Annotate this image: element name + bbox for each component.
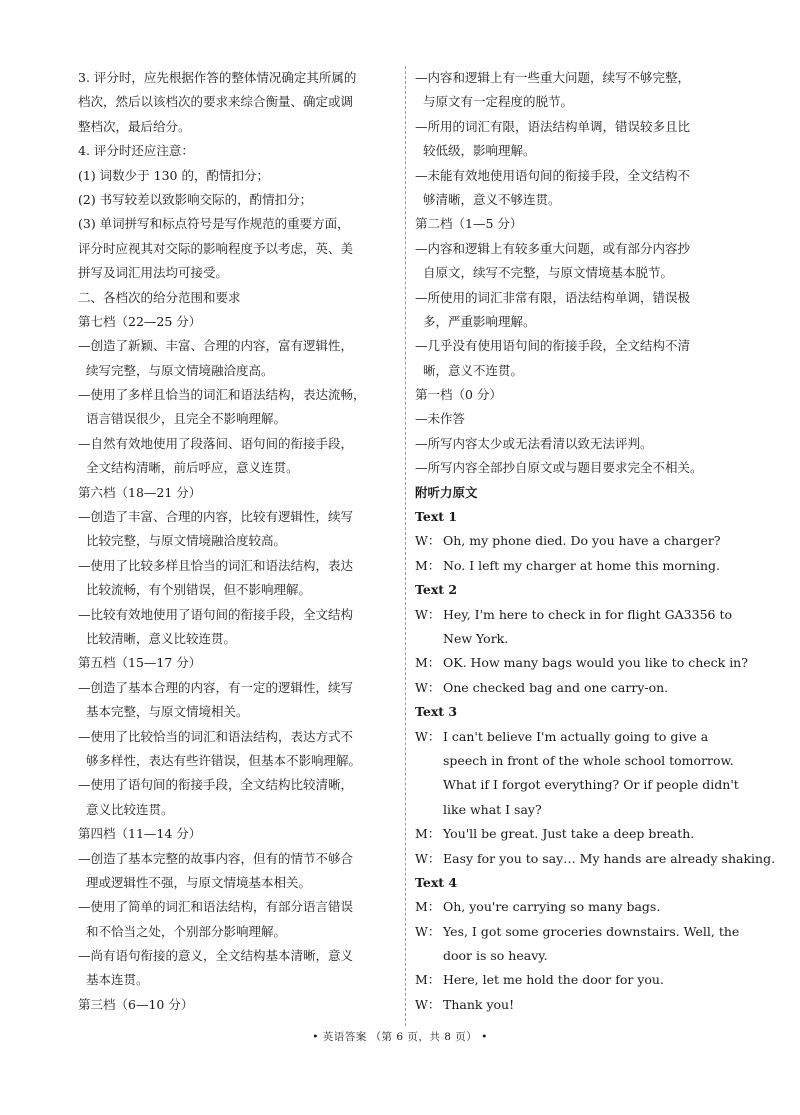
text-line: 3. 评分时，应先根据作答的整体情况确定其所属的 — [78, 70, 357, 85]
dialogue-line — [415, 676, 728, 700]
text-line: —尚有语句衔接的意义，全文结构基本清晰，意义 — [78, 948, 354, 964]
speaker-label: W： — [415, 850, 441, 866]
text-line: —使用了语句间的衔接手段，全文结构比较清晰， — [78, 777, 354, 793]
speaker-label: M： — [415, 655, 441, 671]
dialogue-line — [415, 749, 734, 773]
text-line: 第一档（0 分） — [415, 387, 502, 403]
page-footer: • 英语答案 （第 6 页，共 8 页） • — [312, 1031, 488, 1043]
dialogue-line — [415, 920, 740, 944]
dialogue-text: like what I say? — [443, 801, 542, 817]
text-line: 第三档（6—10 分） — [78, 996, 194, 1012]
text-line: 4. 评分时还应注意： — [78, 143, 194, 159]
text-line: —创造了基本完整的故事内容，但有的情节不够合 — [78, 850, 354, 866]
speaker-label: M： — [415, 899, 441, 915]
speaker-label: W： — [415, 679, 441, 695]
dialogue-line — [415, 725, 728, 749]
dialogue-text: Easy for you to say… My hands are already shaking. — [443, 850, 776, 866]
dialogue-text: Hey, I'm here to check in for flight GA3356 to — [443, 606, 733, 622]
text-line: (1) 词数少于 130 的，酌情扣分； — [78, 167, 269, 183]
dialogue-text: speech in front of the whole school tomorrow. — [443, 752, 734, 768]
dialogue-line — [415, 773, 739, 797]
dialogue-text: I can't believe I'm actually going to give a — [443, 728, 709, 744]
speaker-label: W： — [415, 728, 441, 744]
left-column — [78, 66, 396, 1017]
text-line: 语言错误很少，且完全不影响理解。 — [78, 411, 286, 427]
text-line: 第七档（22—25 分） — [78, 313, 202, 329]
transcript-title: Text 4 — [415, 874, 458, 890]
speaker-label: W： — [415, 923, 441, 939]
transcript-title: Text 2 — [415, 582, 458, 598]
text-line: 比较流畅，有个别错误，但不影响理解。 — [78, 582, 311, 598]
text-line: —所写内容太少或无法看清以致无法评判。 — [415, 435, 653, 451]
text-line: 续写完整，与原文情境融洽度高。 — [78, 362, 274, 378]
text-line: —所使用的词汇非常有限，语法结构单调，错误极 — [415, 289, 691, 305]
text-line: 全文结构清晰，前后呼应，意义连贯。 — [78, 460, 299, 476]
column-divider — [405, 66, 406, 1026]
text-line: 整档次，最后给分。 — [78, 118, 191, 134]
dialogue-line — [415, 944, 728, 968]
text-line: 与原文有一定程度的脱节。 — [415, 94, 573, 110]
dialogue-line — [415, 822, 728, 846]
dialogue-text: Thank you! — [443, 996, 515, 1012]
text-line: 基本连贯。 — [78, 972, 149, 988]
speaker-label: W： — [415, 533, 441, 549]
text-line: 档次，然后以该档次的要求来综合衡量、确定或调 — [78, 94, 354, 110]
right-column — [415, 66, 776, 1017]
dialogue-text: What if I forgot everything? Or if people didn't — [443, 777, 739, 793]
dialogue-line — [415, 529, 728, 553]
text-line: 评分时应视其对交际的影响程度予以考虑，英、美 — [78, 240, 354, 256]
dialogue-line — [415, 554, 728, 578]
text-line: 基本完整，与原文情境相关。 — [78, 704, 249, 720]
dialogue-line — [415, 798, 728, 822]
text-line: —创造了丰富、合理的内容，比较有逻辑性，续写 — [78, 509, 354, 525]
text-line: —创造了新颖、丰富、合理的内容，富有逻辑性， — [78, 338, 354, 354]
text-line: —创造了基本合理的内容，有一定的逻辑性，续写 — [78, 679, 354, 695]
speaker-label: W： — [415, 606, 441, 622]
text-line: 意义比较连贯。 — [78, 801, 174, 817]
text-line: —所写内容全部抄自原文或与题目要求完全不相关。 — [415, 460, 703, 476]
transcript-title: Text 3 — [415, 704, 458, 720]
dialogue-line — [415, 993, 728, 1017]
dialogue-text: door is so heavy. — [443, 948, 548, 964]
text-line: —使用了多样且恰当的词汇和语法结构，表达流畅， — [78, 387, 366, 403]
text-line: 够清晰，意义不够连贯。 — [415, 191, 561, 207]
dialogue-text: OK. How many bags would you like to check in? — [443, 655, 748, 671]
text-line: 较低级，影响理解。 — [415, 143, 536, 159]
text-line: —几乎没有使用语句间的衔接手段，全文结构不清 — [415, 338, 691, 354]
text-line: 第五档（15—17 分） — [78, 655, 202, 671]
text-line: —未作答 — [415, 411, 466, 427]
dialogue-text: One checked bag and one carry-on. — [443, 679, 669, 695]
dialogue-text: Here, let me hold the door for you. — [443, 972, 664, 988]
transcript-title: Text 1 — [415, 509, 458, 525]
text-line: 拼写及词汇用法均可接受。 — [78, 265, 229, 281]
dialogue-text: No. I left my charger at home this morning. — [443, 557, 720, 573]
dialogue-line — [415, 895, 728, 919]
text-line: 第二档（1—5 分） — [415, 216, 523, 232]
speaker-label: M： — [415, 972, 441, 988]
text-line: 比较清晰，意义比较连贯。 — [78, 630, 236, 646]
dialogue-text: You'll be great. Just take a deep breath. — [443, 826, 695, 842]
text-line: 第六档（18—21 分） — [78, 484, 202, 500]
speaker-label: W： — [415, 996, 441, 1012]
text-line: —未能有效地使用语句间的衔接手段，全文结构不 — [415, 167, 691, 183]
text-line: —使用了比较多样且恰当的词汇和语法结构，表达 — [78, 557, 354, 573]
text-line: 比较完整，与原文情境融洽度较高。 — [78, 533, 286, 549]
dialogue-line — [415, 627, 728, 651]
text-line: (2) 书写较差以致影响交际的，酌情扣分； — [78, 191, 313, 207]
speaker-label: M： — [415, 557, 441, 573]
text-line: 理或逻辑性不强，与原文情境基本相关。 — [78, 874, 311, 890]
text-line: 二、各档次的给分范围和要求 — [78, 289, 241, 305]
dialogue-line — [415, 968, 728, 992]
text-line: —所用的词汇有限，语法结构单调，错误较多且比 — [415, 118, 691, 134]
text-line: —比较有效地使用了语句间的衔接手段，全文结构 — [78, 606, 354, 622]
dialogue-line — [415, 847, 776, 871]
text-line: —自然有效地使用了段落间、语句间的衔接手段， — [78, 435, 354, 451]
text-line: 多，严重影响理解。 — [415, 313, 536, 329]
dialogue-text: Oh, you're carrying so many bags. — [443, 899, 661, 915]
text-line: —使用了简单的词汇和语法结构，有部分语言错误 — [78, 899, 354, 915]
dialogue-line — [415, 651, 748, 675]
listening-heading: 附听力原文 — [415, 484, 478, 500]
text-line: 和不恰当之处，个别部分影响理解。 — [78, 923, 286, 939]
text-line: 自原文，续写不完整，与原文情境基本脱节。 — [415, 265, 673, 281]
dialogue-text: Oh, my phone died. Do you have a charger? — [443, 533, 721, 549]
text-line: —使用了比较恰当的词汇和语法结构，表达方式不 — [78, 728, 354, 744]
dialogue-text: New York. — [443, 630, 509, 646]
text-line: (3) 单词拼写和标点符号是写作规范的重要方面， — [78, 216, 350, 232]
speaker-label: M： — [415, 826, 441, 842]
text-line: 第四档（11—14 分） — [78, 826, 202, 842]
dialogue-text: Yes, I got some groceries downstairs. Well, the — [443, 923, 740, 939]
text-line: —内容和逻辑上有较多重大问题，或有部分内容抄 — [415, 240, 691, 256]
dialogue-line — [415, 603, 733, 627]
text-line: —内容和逻辑上有一些重大问题，续写不够完整， — [415, 70, 691, 85]
text-line: 晰，意义不连贯。 — [415, 362, 523, 378]
text-line: 够多样性，表达有些许错误，但基本不影响理解。 — [78, 752, 361, 768]
